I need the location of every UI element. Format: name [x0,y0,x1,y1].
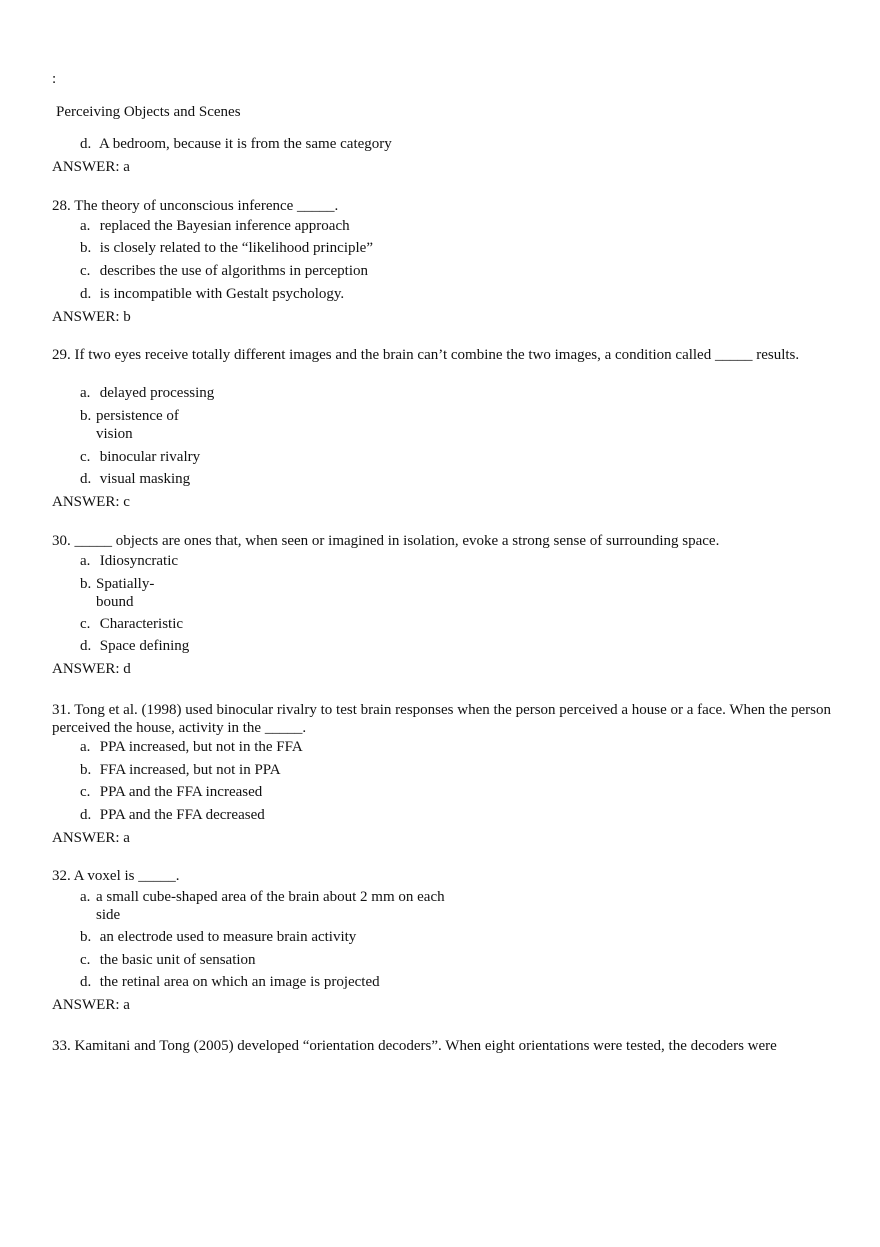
question-32-option-b [80,928,356,946]
option-text: a small cube-shaped area of the brain about 2 mm on each side [96,889,445,923]
question-31-option-d [80,806,265,824]
question-33-stem: 33. Kamitani and Tong (2005) developed “orientation decoders”. When eight orientations were tested, the decoders were [52,1038,777,1054]
question-32-stem: 32. A voxel is _____. [52,868,180,884]
question-30-stem: 30. _____ objects are ones that, when seen or imagined in isolation, evoke a strong sense of surrounding space. [52,533,720,549]
option-letter: a. [80,739,91,755]
question-32-answer: ANSWER: a [52,997,130,1013]
question-29-option-c [80,448,200,466]
question-28-stem: 28. The theory of unconscious inference _____. [52,198,339,214]
option-letter: a. [80,218,91,234]
question-28-option-d [80,285,344,303]
question-32-option-a [80,888,471,924]
option-letter: d. [80,286,92,302]
option-text: visual masking [99,471,191,487]
question-30-option-d [80,637,189,655]
question-28-option-a [80,217,350,235]
option-text: PPA and the FFA increased [99,784,263,800]
question-29-option-d [80,470,190,488]
question-30-option-b [80,575,160,611]
question-30-option-c [80,615,183,633]
option-letter: b. [80,576,92,592]
option-text: delayed processing [99,385,215,401]
option-text: PPA increased, but not in the FFA [99,739,303,755]
option-text: FFA increased, but not in PPA [99,762,281,778]
option-letter: c. [80,616,91,632]
option-letter: c. [80,952,91,968]
option-text: PPA and the FFA decreased [99,807,265,823]
question-31-option-a [80,738,303,756]
option-letter: d. [80,974,92,990]
option-text: A bedroom, because it is from the same category [98,136,392,152]
option-letter: d. [80,807,92,823]
question-28-option-c [80,262,368,280]
option-letter: b. [80,929,92,945]
option-letter: c. [80,263,91,279]
question-31-stem: 31. Tong et al. (1998) used binocular rivalry to test brain responses when the person perceived a house or a face. When the person perceived the house, activity in the _____. [52,702,831,736]
question-30-option-a [80,552,178,570]
option-text: Idiosyncratic [99,553,179,569]
option-text: persistence of vision [96,408,179,442]
question-28-answer: ANSWER: b [52,309,131,325]
question-31-answer: ANSWER: a [52,830,130,846]
option-text: Spatially-bound [96,576,155,610]
option-letter: d. [80,638,92,654]
option-letter: c. [80,449,91,465]
option-text: Space defining [99,638,190,654]
question-31-option-b [80,761,281,779]
question-31-option-c [80,783,262,801]
page-colon: : [52,71,57,87]
option-letter: a. [80,889,91,905]
question-29-option-a [80,384,214,402]
option-letter: a. [80,385,91,401]
question-29-option-b [80,407,196,443]
question-28-option-b [80,239,373,257]
option-letter: d. [80,136,92,152]
page-header: Perceiving Objects and Scenes [56,104,241,120]
option-text: replaced the Bayesian inference approach [99,218,350,234]
question-30-answer: ANSWER: d [52,661,131,677]
question-32-option-d [80,973,380,991]
carryover-option-d [80,135,392,153]
question-32-option-c [80,951,256,969]
option-text: Characteristic [99,616,184,632]
option-text: is incompatible with Gestalt psychology. [99,286,345,302]
option-letter: b. [80,240,92,256]
option-text: describes the use of algorithms in perception [99,263,369,279]
option-letter: b. [80,408,92,424]
option-letter: a. [80,553,91,569]
question-29-answer: ANSWER: c [52,494,130,510]
option-letter: b. [80,762,92,778]
question-29-stem: 29. If two eyes receive totally different images and the brain can’t combine the two images, a condition called _____ results. [52,347,800,363]
option-letter: c. [80,784,91,800]
option-text: the retinal area on which an image is projected [99,974,380,990]
option-text: binocular rivalry [99,449,201,465]
option-text: the basic unit of sensation [99,952,256,968]
option-text: is closely related to the “likelihood principle” [99,240,373,256]
carryover-answer: ANSWER: a [52,159,130,175]
option-letter: d. [80,471,92,487]
option-text: an electrode used to measure brain activity [99,929,357,945]
